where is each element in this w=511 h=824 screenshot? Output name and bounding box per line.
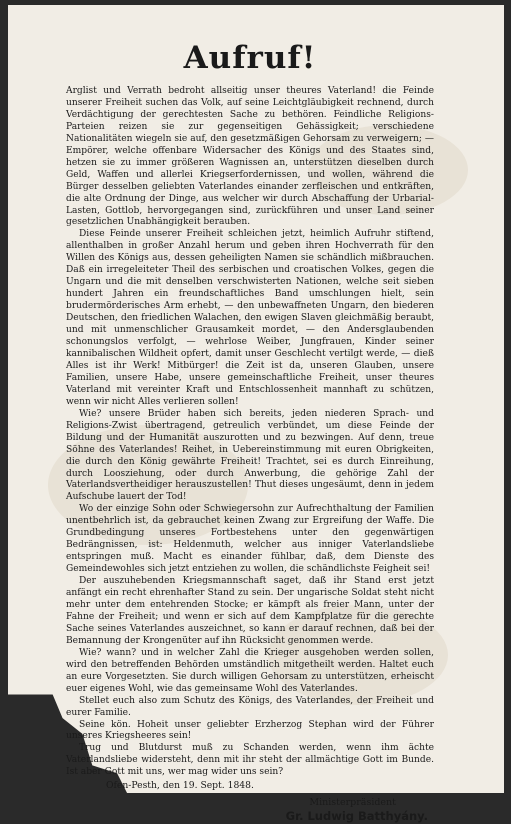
paragraph: Trug und Blutdurst muß zu Schanden werden, wenn ihm ächte Vaterlandsliebe widersteht, denn mit ihr steht der allmächtige Gott im Bunde. Ist aber Gott mit uns, wer mag wider uns sein? (66, 743, 434, 778)
signature-block (66, 796, 434, 824)
poster-title: Aufruf! (183, 40, 317, 76)
paragraph: Arglist und Verrath bedroht allseitig unser theures Vaterland! die Feinde unserer Freiheit suchen das Volk, auf seine Leichtgläubigkeit rechnend, durch Verdächtigung der gerechtesten Sache zu bethören. Feindliche Religions-Parteien reizen sie zur gegenseitigen Gehässigkeit; verschiedene Nationalitäten wiegeln sie auf, den gesetzmäßigen Gehorsam zu verweigern; — Empörer, welche offenbare Widersacher des Königs und des Staates sind, hetzen sie zu immer größeren Wagnissen an, unterstützen dieselben durch Geld, Waffen und allerlei Kriegserfordernissen, und wollen, während die Bürger desselben geliebten Vaterlandes einander zerfleischen und entkräften, die alte Ordnung der Dinge, aus welcher wir durch Abschaffung der Urbarial-Lasten, Gottlob, hervorgegangen sind, zurückführen und unser Land seiner gesetzlichen Unabhängigkeit berauben. (66, 86, 434, 228)
paragraph: Stellet euch also zum Schutz des Königs, des Vaterlandes, der Freiheit und eurer Familie. (66, 695, 434, 718)
signature-role: Ministerpräsident (309, 797, 396, 809)
paragraph: Wie? wann? und in welcher Zahl die Krieger ausgehoben werden sollen, wird den betreffenden Behörden umständlich mitgetheilt werden. Haltet euch an eure Vorgesetzten. Sie durch willigen Gehorsam zu unterstützen, erheischt euer eigenes Wohl, wie das gemeinsame Wohl des Vaterlandes. (66, 647, 434, 694)
paragraph: Wie? unsere Brüder haben sich bereits, jeden niederen Sprach- und Religions-Zwist übertragend, getreulich verbündet, um diese Feinde der Bildung und der Humanität auszurotten und zu bezwingen. Auf denn, treue Söhne des Vaterlandes! Reihet, in Uebereinstimmung mit euren Obrigkeiten, die durch den König gewährte Freiheit! Trachtet, sei es durch Einreihung, durch Loosziehung, oder durch Anwerbung, die gehörige Zahl der Vaterlandsvertheidiger herauszustellen! Thut dieses ungesäumt, denn in jedem Aufschube lauert der Tod! (66, 408, 434, 503)
paragraph: Seine kön. Hoheit unser geliebter Erzherzog Stephan wird der Führer unseres Kriegsheeres sein! (66, 719, 434, 742)
paragraph: Diese Feinde unserer Freiheit schleichen jetzt, heimlich Aufruhr stiftend, allenthalben in großer Anzahl herum und geben ihren Hochverrath für den Willen des Königs aus, dessen geheiligten Namen sie schändlich mißbrauchen. Daß ein irregeleiteter Theil des serbischen und croatischen Volkes, gegen die Ungarn und die mit denselben verschwisterten Nationen, welche seit sieben hundert Jahren ein freundschaftliches Band umschlungen hielt, sein brudermörderisches Arm erhebt, — den unbewaffneten Ungarn, den biederen Deutschen, den friedlichen Walachen, den ewigen Slaven gleichmäßig beraubt, und mit unmenschlicher Grausamkeit mordet, — den Andersglaubenden schonungslos verfolgt, — wehrlose Weiber, Jungfrauen, Kinder seiner kannibalischen Wildheit opfert, damit unser Geschlecht vertilgt werde, — dieß Alles ist ihr Werk! Mitbürger! die Zeit ist da, unseren Glauben, unsere Familien, unsere Habe, unsere gemeinschaftliche Freiheit, unser theures Vaterland mit vereinter Kraft und Entschlossenheit mannhaft zu schützen, wenn wir nicht Alles verlieren sollen! (66, 229, 434, 407)
paragraph: Der auszuhebenden Kriegsmannschaft saget, daß ihr Stand erst jetzt anfängt ein recht ehrenhafter Stand zu sein. Der ungarische Soldat steht nicht mehr unter dem entehrenden Stocke; er kämpft als freier Mann, unter der Fahne der Freiheit; und wenn er sich auf dem Kampfplatze für die gerechte Sache seines Vaterlandes auszeichnet, so kann er darauf rechnen, daß bei der Bemannung der Krongenüter auf ihn Rücksicht genommen werde. (66, 576, 434, 646)
date-line: Ofen-Pesth, den 19. Sept. 1848. (106, 780, 254, 792)
poster-content (66, 40, 434, 824)
signature-name: Gr. Ludwig Batthyány. (285, 809, 428, 824)
paragraph: Wo der einzige Sohn oder Schwiegersohn zur Aufrechthaltung der Familien unentbehrlich ist, da gebrauchet keinen Zwang zur Ergreifung der Waffe. Die Grundbedingung unseres Fortbestehens unter den gegenwärtigen Bedrängnissen, ist: Heldenmuth, welcher aus inniger Vaterlandsliebe entspringen muß. Macht es einander fühlbar, daß, dem Dienste des Gemeindewohles sich jetzt entziehen zu wollen, die schändlichste Feigheit sei! (66, 504, 434, 575)
